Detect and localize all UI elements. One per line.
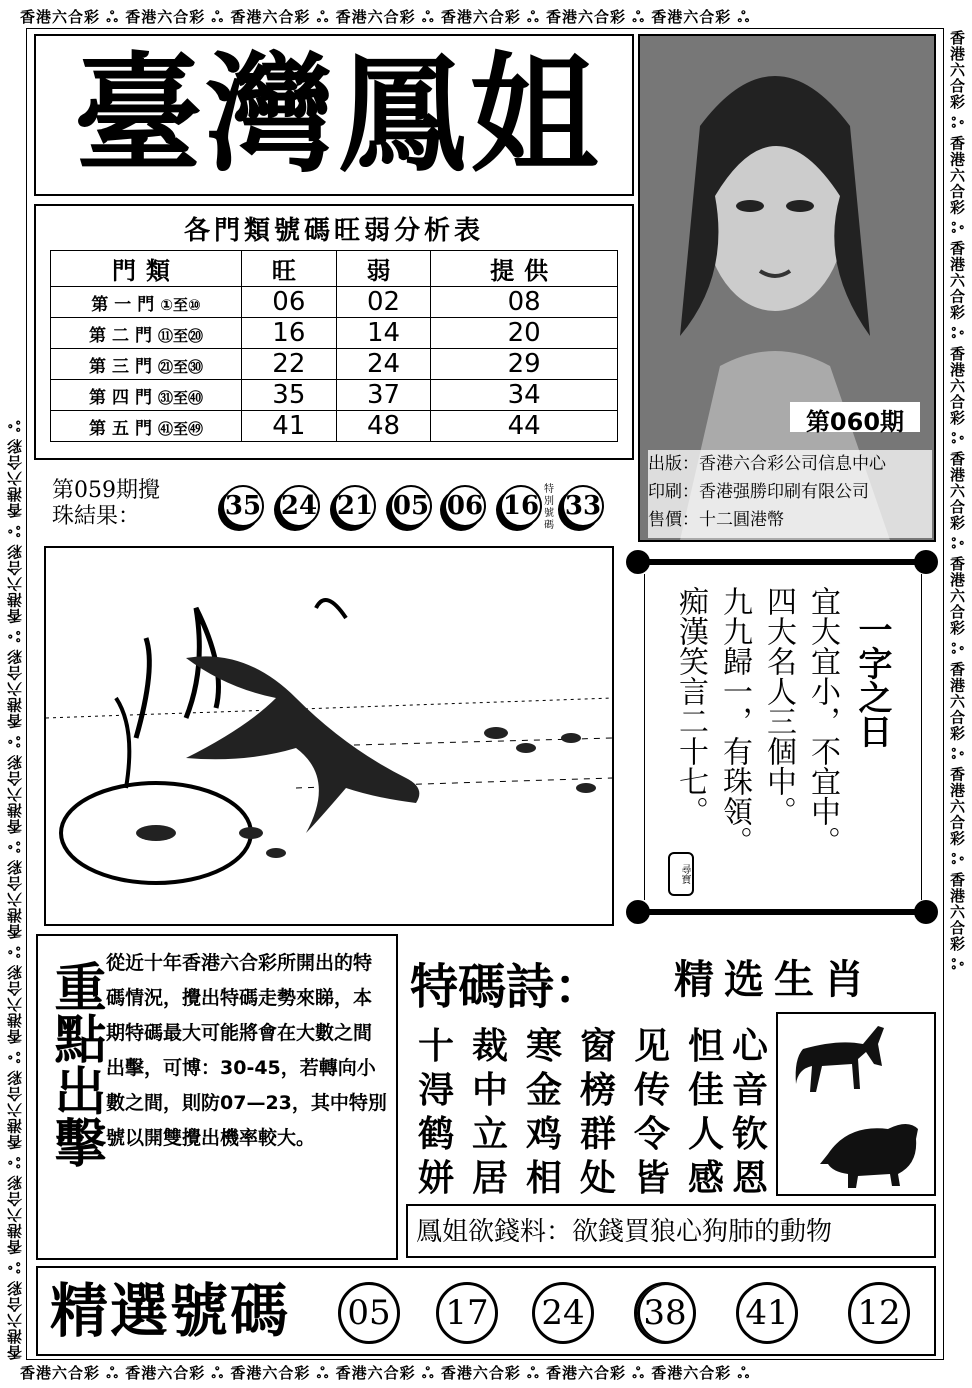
pick-number: 38 <box>634 1282 696 1344</box>
publisher-line: 出版：香港六合彩公司信息中心 <box>648 454 886 474</box>
poem-char: 裁 <box>472 1025 509 1067</box>
results-label-line2: 珠結果： <box>52 504 141 529</box>
riddle-heading: 一字之日 <box>852 612 892 748</box>
poem-char: 感 <box>688 1157 725 1199</box>
pick-number: 24 <box>532 1282 594 1344</box>
door-cell: 第五門㊶至㊾ <box>51 411 242 442</box>
poem-char: 中 <box>472 1069 509 1111</box>
left-border-text: 香港六合彩 ஃ 香港六合彩 ஃ 香港六合彩 ஃ 香港六合彩 ஃ 香港六合彩 ஃ 香港六合彩 ஃ 香港六合彩 ஃ 香港六合彩 ஃ 香港六合彩 ஃ <box>6 419 24 1360</box>
result-ball: 35 <box>222 485 264 527</box>
money-tip <box>416 1211 932 1248</box>
poem-char: 窗 <box>580 1025 617 1067</box>
result-ball: 05 <box>390 485 432 527</box>
result-ball: 24 <box>278 485 320 527</box>
poem-heading: 特碼詩： <box>410 959 603 1015</box>
strong-cell: 41 <box>242 411 337 442</box>
weak-cell: 24 <box>336 349 431 380</box>
results-label-line1: 第059期攪 <box>52 478 160 503</box>
poem-char: 相 <box>526 1157 563 1199</box>
weak-cell: 37 <box>336 380 431 411</box>
riddle-line: 九九歸一，有珠領。 <box>717 586 752 856</box>
analysis-table-title: 各門類號碼旺弱分析表 <box>183 216 484 246</box>
money-tip-label: 鳳姐欲錢料： <box>416 1217 573 1247</box>
poem-char: 钦 <box>732 1113 769 1155</box>
weak-cell: 14 <box>336 318 431 349</box>
keypoint-heading: 重點出擊 <box>45 960 106 1168</box>
otter-drawing <box>46 548 612 924</box>
strong-cell: 16 <box>242 318 337 349</box>
header-door: 門類 <box>51 251 242 287</box>
weak-cell: 48 <box>336 411 431 442</box>
door-cell: 第三門㉑至㉚ <box>51 349 242 380</box>
poem-char: 鸡 <box>526 1113 563 1155</box>
result-ball: 21 <box>334 485 376 527</box>
pick-number: 41 <box>736 1282 798 1344</box>
result-ball: 16 <box>500 485 542 527</box>
poem-char: 恩 <box>732 1157 769 1199</box>
door-cell: 第一門①至⑩ <box>51 287 242 318</box>
riddle-line: 痴漢笑言二十七。 <box>673 586 708 826</box>
door-cell: 第四門㉛至㊵ <box>51 380 242 411</box>
poem-char: 立 <box>472 1113 509 1155</box>
masthead-title: 臺灣鳳姐 <box>73 40 602 190</box>
offer-cell: 34 <box>431 380 618 411</box>
riddle-scroll-bottom <box>626 900 938 924</box>
poem-char: 居 <box>472 1157 509 1199</box>
poem-char: 佳 <box>688 1069 725 1111</box>
poem-char: 令 <box>634 1113 671 1155</box>
right-border-text: 香港六合彩 ஃ 香港六合彩 ஃ 香港六合彩 ஃ 香港六合彩 ஃ 香港六合彩 ஃ 香港六合彩 ஃ 香港六合彩 ஃ 香港六合彩 ஃ 香港六合彩 ஃ <box>948 30 966 971</box>
poem-char: 音 <box>732 1069 769 1111</box>
picks-label: 精選號碼 <box>50 1277 291 1345</box>
table-row <box>51 287 618 318</box>
poem-subheading: 精选生肖 <box>674 956 874 1003</box>
header-weak: 弱 <box>336 251 431 287</box>
strong-cell: 35 <box>242 380 337 411</box>
money-tip-text: 欲錢買狼心狗肺的動物 <box>572 1217 833 1247</box>
poem-char: 淂 <box>418 1069 455 1111</box>
poem-char: 心 <box>732 1025 769 1067</box>
strong-cell: 22 <box>242 349 337 380</box>
offer-cell: 20 <box>431 318 618 349</box>
door-cell: 第二門⑪至⑳ <box>51 318 242 349</box>
poem-char: 金 <box>526 1069 563 1111</box>
top-border-text: 香港六合彩 ஃ 香港六合彩 ஃ 香港六合彩 ஃ 香港六合彩 ஃ 香港六合彩 ஃ 香港六合彩 ஃ 香港六合彩 ஃ <box>20 8 751 26</box>
table-header-row <box>51 251 618 287</box>
header-strong: 旺 <box>242 251 337 287</box>
bottom-border-text: 香港六合彩 ஃ 香港六合彩 ஃ 香港六合彩 ஃ 香港六合彩 ஃ 香港六合彩 ஃ 香港六合彩 ஃ 香港六合彩 ஃ <box>20 1364 751 1382</box>
offer-cell: 08 <box>431 287 618 318</box>
horse-pig-illustration <box>778 1014 934 1194</box>
poem-char: 人 <box>688 1113 725 1155</box>
analysis-table <box>50 250 618 442</box>
riddle-line: 宜大宜小，不宜中。 <box>805 586 840 856</box>
header-offer: 提供 <box>431 251 618 287</box>
pick-number: 05 <box>338 1282 400 1344</box>
special-ball-label: 特別號碼 <box>544 484 554 531</box>
price-line: 售價：十二圓港幣 <box>648 510 784 530</box>
otter-illustration <box>44 546 614 926</box>
result-ball: 06 <box>444 485 486 527</box>
riddle-seal: 尋寶 <box>668 852 694 896</box>
results-label <box>52 478 212 530</box>
table-row <box>51 318 618 349</box>
table-row <box>51 411 618 442</box>
special-ball: 33 <box>562 485 604 527</box>
publisher-info <box>648 450 932 538</box>
zodiac-animals-box <box>776 1012 936 1196</box>
strong-cell: 06 <box>242 287 337 318</box>
poem-char: 皆 <box>634 1157 671 1199</box>
poem-char: 传 <box>634 1069 671 1111</box>
table-row <box>51 349 618 380</box>
poem-char: 榜 <box>580 1069 617 1111</box>
issue-label: 第060期 <box>790 402 920 432</box>
keypoint-text: 從近十年香港六合彩所開出的特碼情況，攪出特碼走勢來睇，本期特碼最大可能將會在大數之間出擊，可博：30-45，若轉向小數之間，則防07—23，其中特別號以開雙攪出機率較大。 <box>106 952 387 1149</box>
poem-char: 寒 <box>526 1025 563 1067</box>
riddle-line: 四大名人三個中。 <box>761 586 796 826</box>
poem-char: 鹤 <box>418 1113 455 1155</box>
pick-number: 17 <box>436 1282 498 1344</box>
poem-char: 怛 <box>688 1025 725 1067</box>
poem-char: 群 <box>580 1113 617 1155</box>
pick-number: 12 <box>848 1282 910 1344</box>
printer-line: 印刷：香港强勝印刷有限公司 <box>648 482 869 502</box>
poem-char: 十 <box>418 1025 455 1067</box>
offer-cell: 44 <box>431 411 618 442</box>
riddle-scroll-top <box>626 550 938 574</box>
weak-cell: 02 <box>336 287 431 318</box>
poem-char: 处 <box>580 1157 617 1199</box>
offer-cell: 29 <box>431 349 618 380</box>
poem-char: 姘 <box>418 1157 455 1199</box>
table-row <box>51 380 618 411</box>
poem-char: 见 <box>634 1025 671 1067</box>
